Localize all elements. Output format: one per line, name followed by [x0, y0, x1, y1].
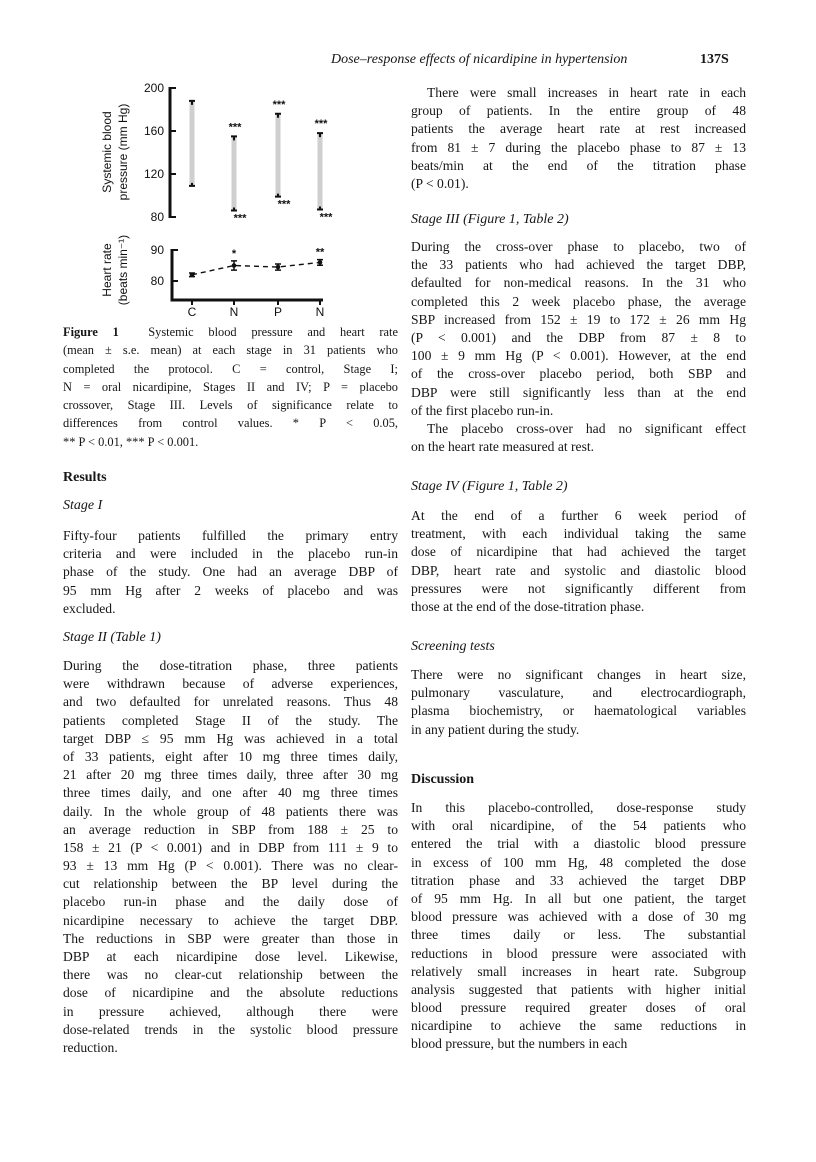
- text-line: 158 ± 21 (P < 0.001) and in DBP from 111 ± 9 to: [63, 839, 398, 855]
- hr-y-tick-label: 80: [150, 274, 164, 288]
- figure-caption: [63, 323, 398, 451]
- text-line: dose-related trends in the systolic blood pressure: [63, 1021, 398, 1037]
- text-line: 21 after 20 mg three times daily, three after 30 mg: [63, 767, 398, 783]
- text-line: In this placebo-controlled, dose-response study: [411, 800, 746, 815]
- bp-y-tick-label: 200: [143, 81, 164, 95]
- text-line: (P < 0.001) and the DBP from 87 ± 8 to: [411, 329, 746, 345]
- heart-rate-paragraph: [411, 84, 746, 193]
- text-line: daily. In the whole group of 48 patients there was: [63, 803, 398, 819]
- text-line: beats/min at the end of the titration phase: [411, 157, 746, 173]
- text-line: SBP increased from 152 ± 19 to 172 ± 26 mm Hg: [411, 311, 746, 327]
- text-line: At the end of a further 6 week period of: [411, 508, 746, 523]
- stage2-heading: Stage II (Table 1): [63, 630, 161, 645]
- systolic-significance: ***: [272, 98, 286, 111]
- text-line: criteria and were included in the placebo run-in: [63, 546, 398, 562]
- text-line: were withdrawn because of adverse experiences,: [63, 676, 398, 692]
- caption-text: Systemic blood pressure and heart rate: [148, 325, 398, 339]
- text-line: blood pressure, but the numbers in each: [411, 1036, 628, 1052]
- text-line: There were no significant changes in heart size,: [411, 667, 746, 682]
- x-tick-label: C: [187, 305, 197, 319]
- text-line: ** P < 0.01, *** P < 0.001.: [63, 434, 199, 449]
- results-heading: Results: [63, 470, 107, 485]
- text-line: an average reduction in SBP from 188 ± 25 to: [63, 821, 398, 837]
- text-line: N = oral nicardipine, Stages II and IV; P = placebo: [63, 379, 398, 394]
- hr-significance: *: [231, 247, 237, 260]
- text-line: crossover, Stage III. Levels of significance relate to: [63, 398, 398, 413]
- text-line: of the cross-over placebo period, both SBP and: [411, 366, 746, 382]
- text-line: completed the protocol. C = control, Stage I;: [63, 361, 398, 376]
- text-line: DBP at each nicardipine dose level. Likewise,: [63, 949, 398, 964]
- text-line: in excess of 100 mm Hg, 48 completed the dose: [411, 854, 746, 870]
- hr-y-tick-label: 90: [150, 243, 164, 257]
- running-title: Dose–response effects of nicardipine in hypertension: [331, 52, 628, 67]
- text-line: cut relationship between the BP level during the: [63, 876, 398, 892]
- text-line: phase of the study. One had an average DBP of: [63, 564, 398, 580]
- text-line: in pressure achieved, although there were: [63, 1003, 398, 1019]
- stage1-paragraph: [63, 527, 398, 618]
- text-line: nicardipine necessary to achieve the target DBP.: [63, 912, 398, 928]
- stage4-paragraph: [411, 507, 746, 616]
- bp-y-tick-label: 120: [143, 167, 164, 181]
- diastolic-significance: ***: [233, 212, 247, 225]
- bp-y-axis-label: pressure (mm Hg): [116, 103, 130, 201]
- text-line: titration phase and 33 achieved the target DBP: [411, 872, 746, 888]
- x-tick-label: N: [315, 305, 325, 319]
- hr-point: [318, 260, 323, 265]
- text-line: The placebo cross-over had no significant effect: [427, 421, 746, 436]
- text-line: treatment, with each individual taking the same: [411, 526, 746, 542]
- screening-paragraph: [411, 666, 746, 739]
- text-line: The reductions in SBP were greater than those in: [63, 930, 398, 946]
- text-line: 95 mm Hg after 2 weeks of placebo and was: [63, 582, 398, 598]
- stage3-paragraph-2: [411, 420, 746, 456]
- text-line: excluded.: [63, 600, 116, 616]
- diastolic-significance: ***: [319, 211, 333, 224]
- discussion-paragraph: [411, 799, 746, 1054]
- text-line: There were small increases in heart rate in each: [427, 85, 746, 100]
- text-line: completed this 2 week placebo phase, the average: [411, 293, 746, 309]
- bp-y-tick-label: 160: [143, 124, 164, 138]
- hr-point: [190, 273, 195, 278]
- text-line: patients the average heart rate at rest increased: [411, 121, 746, 137]
- text-line: dose of nicardipine that had achieved the target: [411, 544, 746, 560]
- text-line: reduction.: [63, 1039, 118, 1055]
- hr-y-axis-label: (beats min⁻¹): [116, 234, 130, 306]
- stage3-paragraph: [411, 238, 746, 420]
- caption-line: [63, 323, 398, 341]
- text-line: (P < 0.01).: [411, 175, 469, 191]
- text-line: During the dose-titration phase, three patients: [63, 658, 398, 673]
- bp-range-bar: [276, 114, 281, 197]
- page-number: 137S: [700, 52, 729, 67]
- text-line: dose of nicardipine and the absolute reductions: [63, 985, 398, 1001]
- text-line: blood pressure required greater doses of oral: [411, 1000, 746, 1016]
- figure-1-chart: [0, 0, 400, 330]
- text-line: target DBP ≤ 95 mm Hg was achieved in a total: [63, 730, 398, 746]
- text-line: with oral nicardipine, of the 54 patients who: [411, 818, 746, 834]
- hr-significance: **: [315, 246, 325, 259]
- hr-line: [192, 262, 320, 274]
- text-line: differences from control values. * P < 0.05,: [63, 416, 398, 431]
- text-line: relatively small increases in heart rate. Subgroup: [411, 963, 746, 979]
- text-line: (mean ± s.e. mean) at each stage in 31 patients who: [63, 343, 398, 358]
- text-line: and two defaulted for unrelated reasons. Thus 48: [63, 694, 398, 710]
- caption-label: Figure 1: [63, 325, 119, 339]
- text-line: 100 ± 9 mm Hg (P < 0.001). However, at the end: [411, 348, 746, 364]
- text-line: of 95 mm Hg. In all but one patient, the target: [411, 890, 746, 906]
- screening-heading: Screening tests: [411, 639, 495, 654]
- hr-y-axis-label: Heart rate: [100, 243, 114, 297]
- stage2-paragraph: [63, 657, 398, 1057]
- x-tick-label: P: [273, 305, 283, 319]
- bp-y-tick-label: 80: [150, 210, 164, 224]
- bp-range-bar: [190, 101, 195, 186]
- text-line: DBP were still significantly less than at the end: [411, 384, 746, 400]
- text-line: three times daily, and one after 40 mg three times: [63, 785, 398, 801]
- bp-range-bar: [232, 136, 237, 210]
- bp-range-bar: [318, 133, 323, 209]
- diastolic-significance: ***: [277, 198, 291, 211]
- text-line: in any patient during the study.: [411, 721, 580, 737]
- text-line: 93 ± 13 mm Hg (P < 0.001). There was no clear-: [63, 858, 398, 874]
- text-line: of 33 patients, eight after 10 mg three times daily,: [63, 748, 398, 764]
- text-line: those at the end of the dose-titration phase.: [411, 598, 645, 614]
- text-line: placebo run-in phase and the daily dose of: [63, 894, 398, 910]
- stage4-heading: Stage IV (Figure 1, Table 2): [411, 479, 568, 494]
- systolic-significance: ***: [314, 118, 328, 131]
- text-line: the 33 patients who had achieved the target DBP,: [411, 257, 746, 273]
- text-line: entered the trial with a diastolic blood pressure: [411, 836, 746, 852]
- text-line: group of patients. In the entire group of 48: [411, 103, 746, 119]
- text-line: pulmonary vasculature, and electrocardiograph,: [411, 685, 746, 701]
- text-line: of the first placebo run-in.: [411, 402, 554, 418]
- hr-point: [232, 263, 237, 268]
- text-line: defaulted for non-medical reasons. In the 31 who: [411, 275, 746, 291]
- text-line: plasma biochemistry, or haematological variables: [411, 703, 746, 719]
- text-line: there was no clear-cut relationship between the: [63, 967, 398, 983]
- text-line: blood pressure was achieved with a dose of 30 mg: [411, 909, 746, 925]
- text-line: three times daily or less. The substantial: [411, 927, 746, 943]
- text-line: from 81 ± 7 during the placebo phase to 87 ± 13: [411, 139, 746, 155]
- text-line: patients completed Stage II of the study. The: [63, 712, 398, 728]
- text-line: Fifty-four patients fulfilled the primary entry: [63, 528, 398, 543]
- text-line: reductions in blood pressure were associated with: [411, 945, 746, 961]
- text-line: During the cross-over phase to placebo, two of: [411, 239, 746, 254]
- text-line: nicardipine to achieve the same reductions in: [411, 1018, 746, 1034]
- bp-y-axis-label: Systemic blood: [100, 111, 114, 193]
- x-tick-label: N: [229, 305, 239, 319]
- text-line: analysis suggested that patients with higher initial: [411, 981, 746, 997]
- discussion-heading: Discussion: [411, 772, 475, 787]
- stage1-heading: Stage I: [63, 498, 103, 513]
- text-line: on the heart rate measured at rest.: [411, 439, 595, 455]
- text-line: DBP, heart rate and systolic and diastolic blood: [411, 562, 746, 578]
- text-line: pressures were not significantly different from: [411, 580, 746, 596]
- hr-point: [276, 265, 281, 270]
- systolic-significance: ***: [228, 121, 242, 134]
- stage3-heading: Stage III (Figure 1, Table 2): [411, 212, 569, 227]
